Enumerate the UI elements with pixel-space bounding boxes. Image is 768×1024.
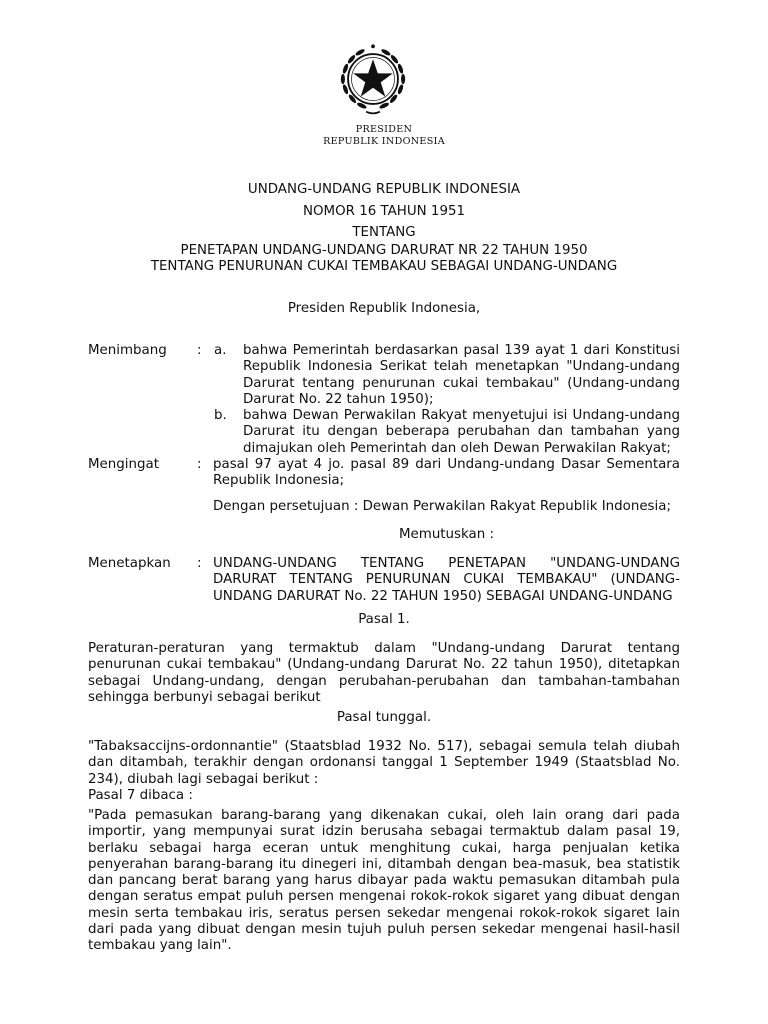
menimbang-b-marker: b. xyxy=(214,408,227,423)
menimbang-b-text: bahwa Dewan Perwakilan Rakyat menyetujui isi Undang-undang Darurat itu dengan beberapa perubahan dan tambahan yang dimajukan oleh Pemerintah dan oleh Dewan Perwakilan Rakyat; xyxy=(243,408,680,456)
preamble: Presiden Republik Indonesia, xyxy=(287,301,481,316)
menetapkan-line3: UNDANG DARURAT No. 22 TAHUN 1950) SEBAGAI UNDANG-UNDANG xyxy=(213,588,673,604)
menetapkan-word: UNDANG-UNDANG xyxy=(213,556,337,571)
menimbang-label: Menimbang xyxy=(88,343,167,358)
menetapkan-colon: : xyxy=(197,556,202,571)
office-line-republic: REPUBLIK INDONESIA xyxy=(323,136,445,147)
office-line-president: PRESIDEN xyxy=(355,124,413,135)
law-title: UNDANG-UNDANG REPUBLIK INDONESIA xyxy=(247,182,521,197)
menetapkan-word: PENETAPAN xyxy=(448,556,526,571)
menimbang-a-text: bahwa Pemerintah berdasarkan pasal 139 ayat 1 dari Konstitusi Republik Indonesia Serikat telah menetapkan "Undang-undang Darurat tentang penurunan cukai tembakau" (Undang-undang Darurat No. 22 tahun 1950); xyxy=(243,343,680,407)
pasal-tunggal-heading: Pasal tunggal. xyxy=(336,710,432,725)
law-tentang: TENTANG xyxy=(352,225,416,240)
memutuskan: Memutuskan : xyxy=(398,527,495,542)
menetapkan-word: TENTANG xyxy=(360,556,425,571)
mengingat-colon: : xyxy=(197,457,202,472)
mengingat-text: pasal 97 ayat 4 jo. pasal 89 dari Undang-undang Dasar Sementara Republik Indonesia; xyxy=(213,457,680,489)
menetapkan-word: (UNDANG- xyxy=(610,572,680,588)
pasal1-text: Peraturan-peraturan yang termaktub dalam "Undang-undang Darurat tentang penurunan cukai tembakau" (Undang-undang Darurat No. 22 tahun 1950), ditetapkan sebagai Undang-undang, dengan perubahan-perubahan dan tambahan-tambahan sehingga berbunyi sebagai berikut xyxy=(88,641,680,705)
pasal7-text: "Pada pemasukan barang-barang yang dikenakan cukai, oleh lain orang dari pada importir, yang mempunyai surat idzin berusaha sebagai termaktub dalam pasal 19, berlaku sebagai harga eceran untuk menghitung cukai, harga penjualan ketika penyerahan barang-barang itu dinegeri ini, ditambah dengan bea-masuk, bea statistik dan pancang berat barang yang harus dibayar pada waktu pemasukan ditambah pula dengan seratus empat puluh persen mengenai rokok-rokok sigaret yang dibuat dengan mesin serta tembakau iris, seratus persen sekedar mengenai rokok-rokok sigaret lain dari pada yang dibuat dengan mesin tujuh puluh persen sekedar mengenai hasil-hasil tembakau yang lain". xyxy=(88,808,680,954)
menetapkan-line2 xyxy=(213,572,680,588)
law-subject-line2: TENTANG PENURUNAN CUKAI TEMBAKAU SEBAGAI UNDANG-UNDANG xyxy=(150,259,618,274)
menetapkan-word: CUKAI xyxy=(463,572,505,588)
menetapkan-text xyxy=(213,556,680,605)
menetapkan-word: TENTANG xyxy=(289,572,353,588)
menetapkan-word: DARURAT xyxy=(213,572,277,588)
menetapkan-line1 xyxy=(213,556,680,572)
menetapkan-word: "UNDANG-UNDANG xyxy=(550,556,680,571)
menetapkan-word: PENURUNAN xyxy=(365,572,451,588)
law-number: NOMOR 16 TAHUN 1951 xyxy=(302,204,466,219)
pasal-tunggal-text: "Tabaksaccijns-ordonnantie" (Staatsblad 1932 No. 517), sebagai semula telah diubah dan ditambah, terakhir dengan ordonansi tanggal 1 September 1949 (Staatsblad No. 234), diubah lagi sebagai berikut : xyxy=(88,739,680,787)
law-subject-line1: PENETAPAN UNDANG-UNDANG DARURAT NR 22 TAHUN 1950 xyxy=(180,243,588,258)
menimbang-a-marker: a. xyxy=(214,343,227,358)
pasal7-label: Pasal 7 dibaca : xyxy=(88,788,193,803)
garuda-star-emblem-icon xyxy=(330,36,416,122)
menetapkan-label: Menetapkan xyxy=(88,556,171,571)
mengingat-label: Mengingat xyxy=(88,457,159,472)
menetapkan-word: TEMBAKAU" xyxy=(517,572,598,588)
persetujuan: Dengan persetujuan : Dewan Perwakilan Rakyat Republik Indonesia; xyxy=(213,499,671,514)
menimbang-colon: : xyxy=(197,343,202,358)
pasal1-heading: Pasal 1. xyxy=(358,612,410,627)
